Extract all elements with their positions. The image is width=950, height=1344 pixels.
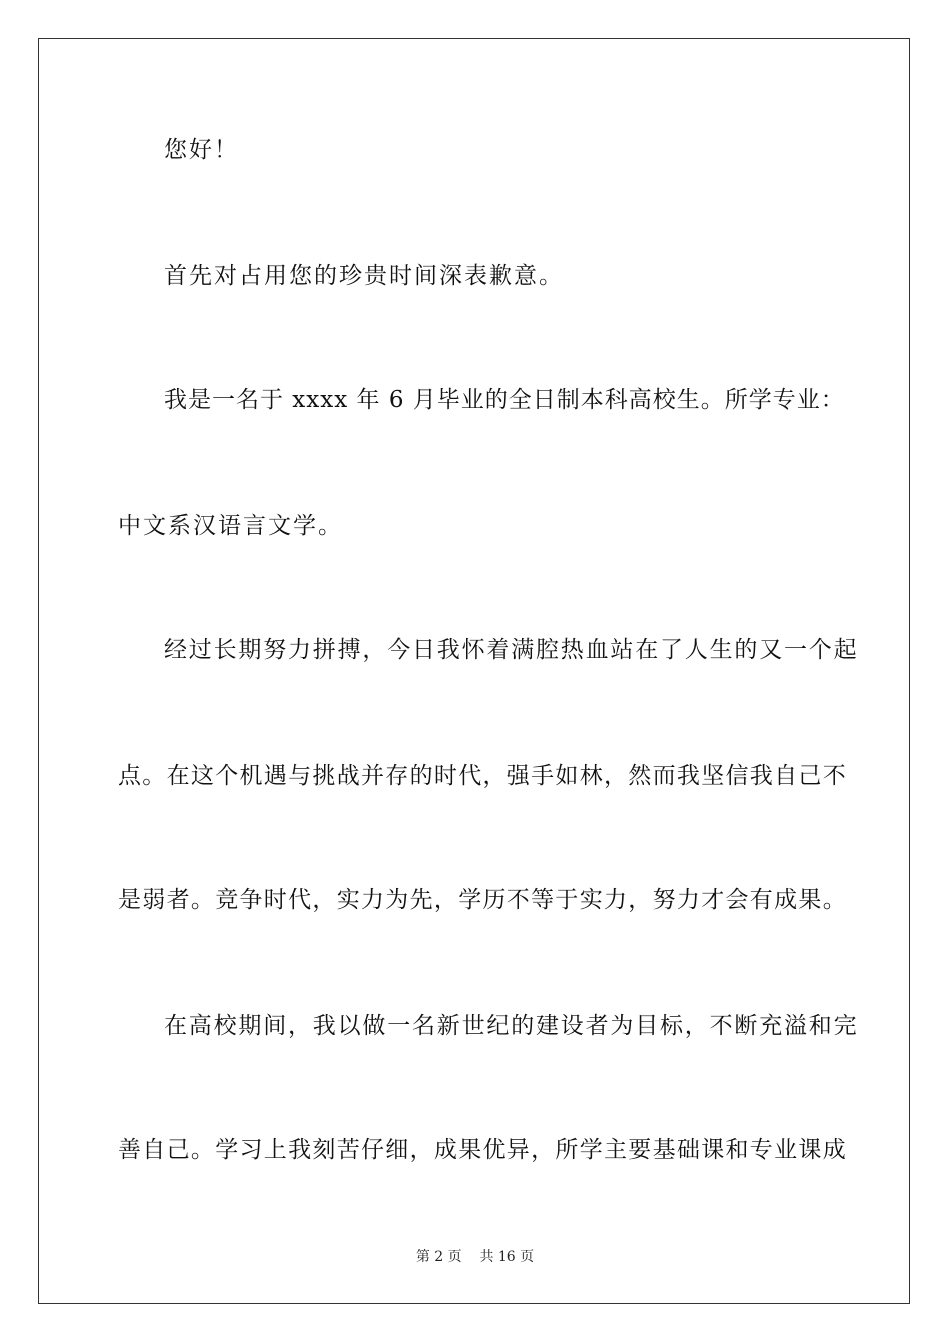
paragraph-line: 在高校期间，我以做一名新世纪的建设者为目标，不断充溢和完 [164, 1013, 859, 1039]
paragraph-line: 点。在这个机遇与挑战并存的时代，强手如林，然而我坚信我自己不 [118, 763, 847, 789]
page-border [38, 38, 910, 1304]
page-total: 共 16 页 [479, 1249, 535, 1265]
paragraph-line: 是弱者。竞争时代，实力为先，学历不等于实力，努力才会有成果。 [118, 887, 847, 913]
paragraph-line: 善自己。学习上我刻苦仔细，成果优异，所学主要基础课和专业课成 [118, 1137, 847, 1163]
page-footer [0, 1247, 950, 1267]
paragraph-line: 经过长期努力拼搏，今日我怀着满腔热血站在了人生的又一个起 [164, 637, 859, 663]
greeting-line: 您好！ [164, 137, 239, 163]
page-number: 第 2 页 [415, 1249, 462, 1265]
paragraph-line: 中文系汉语言文学。 [118, 513, 343, 539]
paragraph-line: 我是一名于 xxxx 年 6 月毕业的全日制本科高校生。所学专业： [164, 387, 845, 413]
paragraph-line: 首先对占用您的珍贵时间深表歉意。 [164, 263, 564, 289]
